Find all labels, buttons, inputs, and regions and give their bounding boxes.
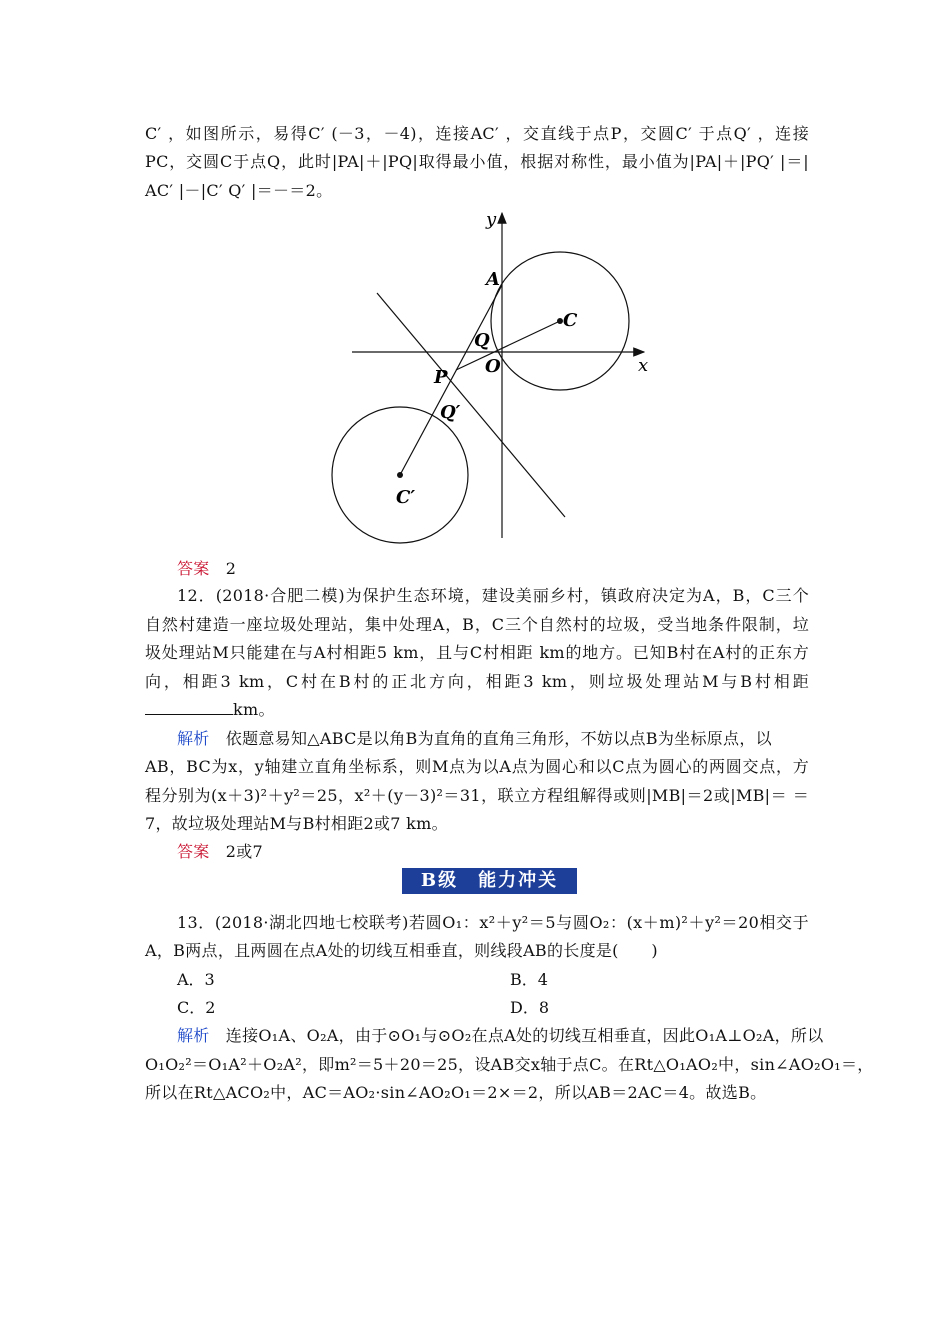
geometry-figure [330, 205, 660, 550]
analysis-text: 连接O₁A、O₂A，由于⊙O₁与⊙O₂在点A处的切线互相垂直，因此O₁A⊥O₂A，所以 [225, 1026, 824, 1045]
label-q-prime: Q′ [440, 402, 461, 423]
question-text-line [145, 700, 809, 720]
analysis-label: 解析 [177, 1026, 210, 1045]
label-c: C [563, 310, 578, 331]
analysis-line [177, 1026, 824, 1046]
analysis-text-line: 程分别为(x＋3)²＋y²＝25，x²＋(y－3)²＝31，联立方程组解得或则|MB|＝2或|MB|＝ ＝ [145, 786, 809, 805]
analysis-text-line: 7，故垃圾处理站M与B村相距2或7 km。 [145, 814, 448, 833]
point-c-prime [397, 472, 403, 478]
label-c-prime: C′ [396, 487, 416, 508]
segment-a-c-prime [400, 285, 502, 475]
symmetry-line [377, 293, 565, 517]
question-text-line: 圾处理站M只能建在与A村相距5 km，且与C村相距 km的地方。已知B村在A村的正东方 [145, 643, 809, 662]
answer-label: 答案 [177, 559, 210, 578]
label-o: O [485, 356, 501, 377]
label-x: x [638, 355, 649, 376]
segment-p-c [456, 321, 560, 370]
answer-blank [145, 700, 233, 715]
analysis-line [177, 729, 809, 749]
question-text-line: 13．(2018·湖北四地七校联考)若圆O₁：x²＋y²＝5与圆O₂：(x＋m)²＋y²＝20相交于 [177, 913, 809, 932]
analysis-text: 依题意易知△ABC是以角B为直角的直角三角形，不妨以点B为坐标原点，以 [225, 729, 772, 748]
label-y: y [486, 209, 497, 230]
answer-label: 答案 [177, 842, 210, 861]
label-p: P [434, 367, 448, 388]
option-a: A．3 [177, 970, 215, 989]
analysis-text-line: 所以在Rt△ACO₂中，AC＝AO₂·sin∠AO₂O₁＝2×＝2，所以AB＝2AC＝4。故选B。 [145, 1083, 767, 1102]
question-text-line: 自然村建造一座垃圾处理站，集中处理A，B，C三个自然村的垃圾，受当地条件限制，垃 [145, 615, 809, 634]
question-text-line: A，B两点，且两圆在点A处的切线互相垂直，则线段AB的长度是( ) [145, 941, 658, 960]
answer-value: 2 [225, 559, 237, 578]
analysis-label: 解析 [177, 729, 210, 748]
answer-line [177, 842, 809, 862]
analysis-text-line: AB，BC为x，y轴建立直角坐标系，则M点为以A点为圆心和以C点为圆心的两圆交点，方 [145, 757, 809, 776]
answer-line [177, 559, 809, 579]
label-a: A [486, 269, 500, 290]
option-b: B．4 [510, 970, 548, 989]
solution-text-line: AC′ |－|C′ Q′ |＝－＝2。 [145, 181, 333, 200]
label-q: Q [474, 330, 490, 351]
section-banner: B级 能力冲关 [402, 868, 577, 894]
solution-text-line: PC，交圆C于点Q，此时|PA|＋|PQ|取得最小值，根据对称性，最小值为|PA|＋|PQ′ |＝| [145, 152, 809, 171]
option-c: C．2 [177, 998, 216, 1017]
answer-value: 2或7 [225, 842, 264, 861]
question-unit: km。 [233, 700, 275, 719]
solution-text-line: C′ ，如图所示，易得C′ (－3，－4)，连接AC′ ，交直线于点P，交圆C′ 于点Q′ ，连接 [145, 124, 809, 143]
question-text-line: 向，相距3 km，C村在B村的正北方向，相距3 km，则垃圾处理站M与B村相距 [145, 672, 809, 691]
analysis-text-line: O₁O₂²＝O₁A²＋O₂A²，即m²＝5＋20＝25，设AB交x轴于点C。在Rt△O₁AO₂中，sin∠AO₂O₁＝， [145, 1055, 874, 1074]
option-d: D．8 [510, 998, 550, 1017]
question-text-line: 12．(2018·合肥二模)为保护生态环境，建设美丽乡村，镇政府决定为A，B，C三个 [177, 586, 809, 605]
